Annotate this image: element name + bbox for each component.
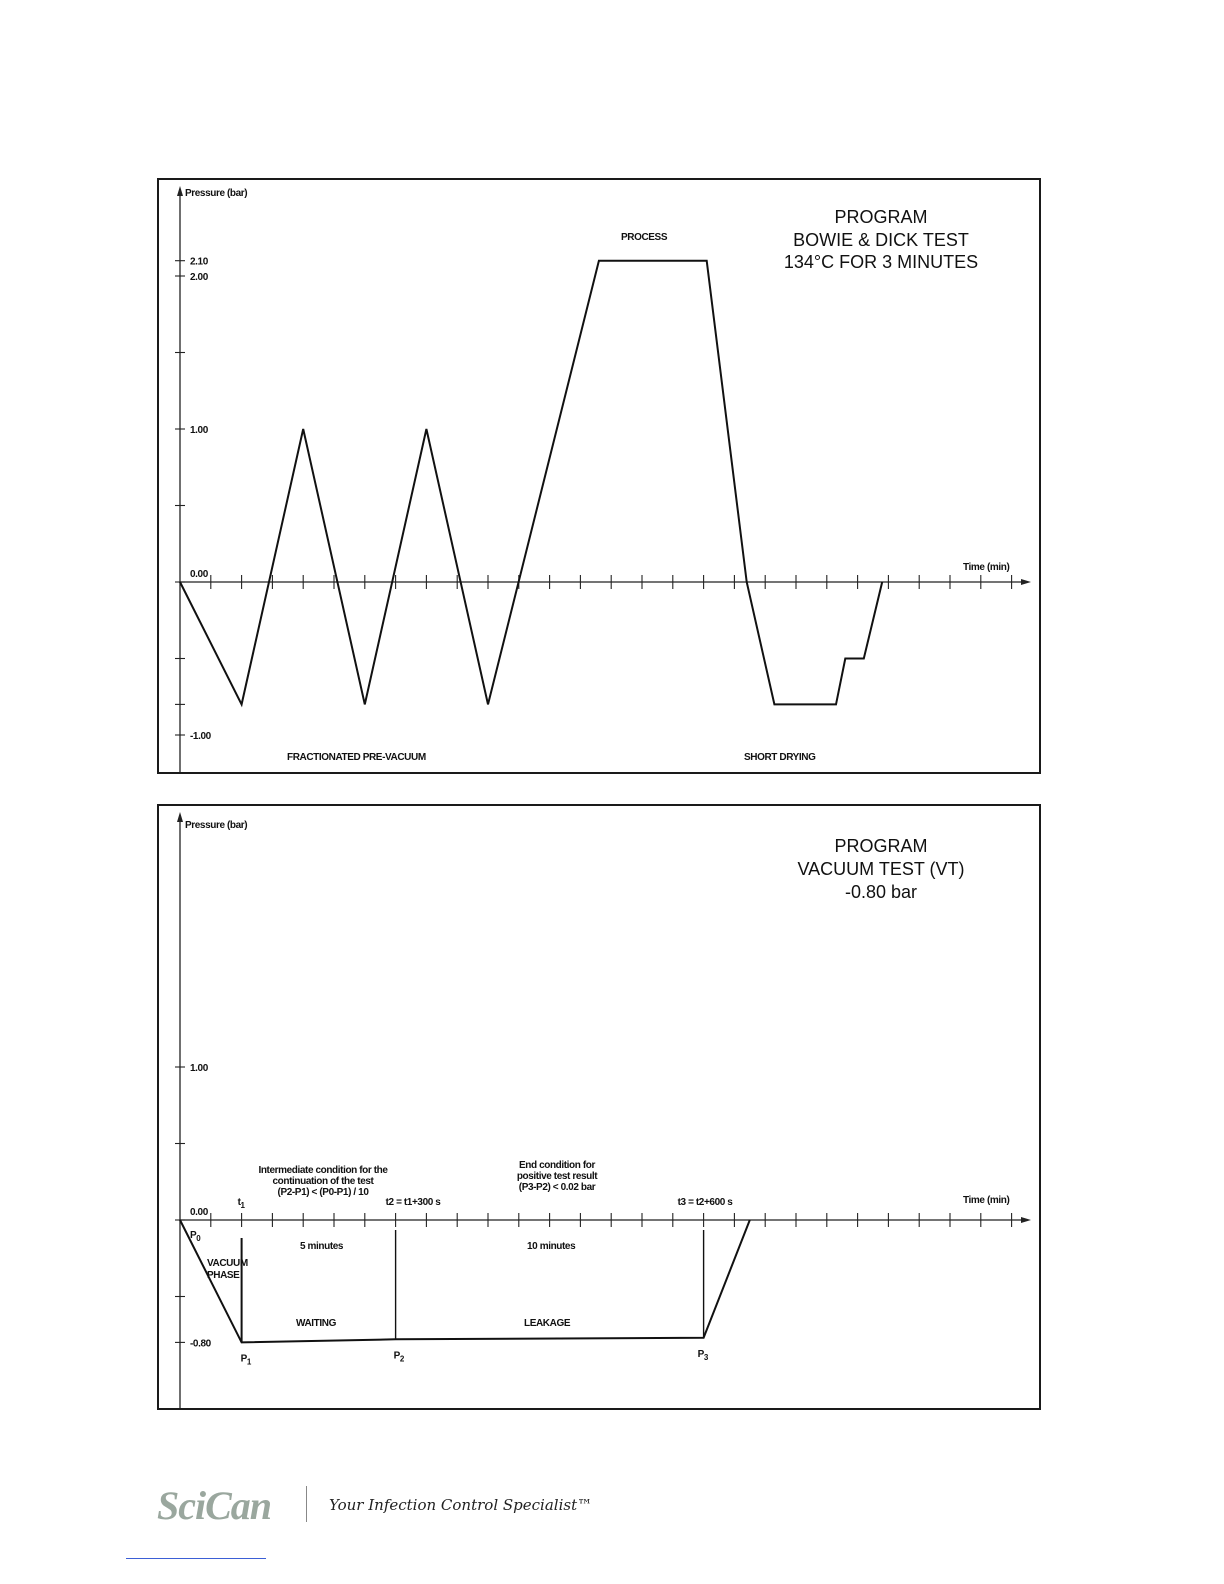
bowie-dick-chart-panel [157,178,1041,774]
scican-logo: SciCan [157,1483,272,1528]
bowie-dick-chart [159,180,1039,772]
x-axis-label: Time (min) [963,1195,1010,1206]
y-tick-label: 0.00 [190,1207,208,1218]
logo-divider [306,1486,307,1522]
chart-title-line-2: BOWIE & DICK TEST [793,230,969,250]
point-label-p0: $P_0$ [190,1230,201,1243]
annotation-end-condition-line-2: positive test result [516,1171,598,1182]
point-label-p1: $P_1$ [240,1353,251,1367]
y-tick-label: 2.10 [190,256,208,268]
point-label-p3: $P_3$ [697,1348,708,1362]
marker-label-t1: $t_1$ [237,1197,245,1210]
annotation-end-condition-line-1: End condition for [519,1160,595,1171]
marker-label-t3: t3 = t2+600 s [677,1197,733,1208]
chart-title-line-1: PROGRAM [834,207,928,227]
series-line-pressure [180,1220,750,1342]
series-line-pressure [180,261,882,705]
y-axis-arrow [177,812,183,822]
y-tick-label: -0.80 [190,1338,211,1350]
x-axis-arrow [1021,579,1031,585]
y-tick-label: -1.00 [190,731,211,742]
point-label-p2: $P_2$ [393,1350,404,1364]
y-tick-label: 1.00 [190,425,208,436]
footer [157,1480,757,1530]
chart-title-line-1: PROGRAM [834,836,928,856]
annotation-fractionated-pre-vacuum: FRACTIONATED PRE-VACUUM [287,752,426,763]
annotation-intermediate-line-3: (P2-P1) < (P0-P1) / 10 [277,1187,369,1198]
annotation-intermediate-line-1: Intermediate condition for the [258,1165,388,1176]
annotation-vacuum-phase-line-2: PHASE [207,1270,240,1281]
y-axis-label: Pressure (bar) [185,820,248,831]
y-axis-label: Pressure (bar) [185,188,248,199]
annotation-process: PROCESS [621,232,668,243]
y-tick-label: 0.00 [190,569,208,580]
annotation-end-condition-line-3: (P3-P2) < 0.02 bar [518,1182,596,1193]
y-tick-label: 2.00 [190,272,208,283]
annotation-waiting: WAITING [296,1318,336,1329]
annotation-leakage: LEAKAGE [524,1318,571,1329]
footer-link-underline [126,1558,266,1559]
annotation-5-minutes: 5 minutes [300,1241,344,1252]
annotation-short-drying: SHORT DRYING [744,752,816,763]
chart-title-line-2: VACUUM TEST (VT) [797,859,965,879]
annotation-intermediate-line-2: continuation of the test [272,1176,374,1187]
marker-label-t2: t2 = t1+300 s [385,1197,441,1208]
chart-title-line-3: 134°C FOR 3 MINUTES [783,252,979,272]
x-axis-arrow [1021,1217,1031,1223]
vacuum-test-chart [159,806,1039,1408]
x-axis-label: Time (min) [963,562,1010,573]
y-tick-label: 1.00 [190,1063,208,1074]
y-axis-arrow [177,186,183,196]
chart-title-line-3: -0.80 bar [844,882,918,902]
annotation-vacuum-phase-line-1: VACUUM [207,1258,248,1269]
annotation-10-minutes: 10 minutes [527,1241,576,1252]
vacuum-test-chart-panel [157,804,1041,1410]
footer-tagline: Your Infection Control Specialist™ [329,1496,593,1514]
